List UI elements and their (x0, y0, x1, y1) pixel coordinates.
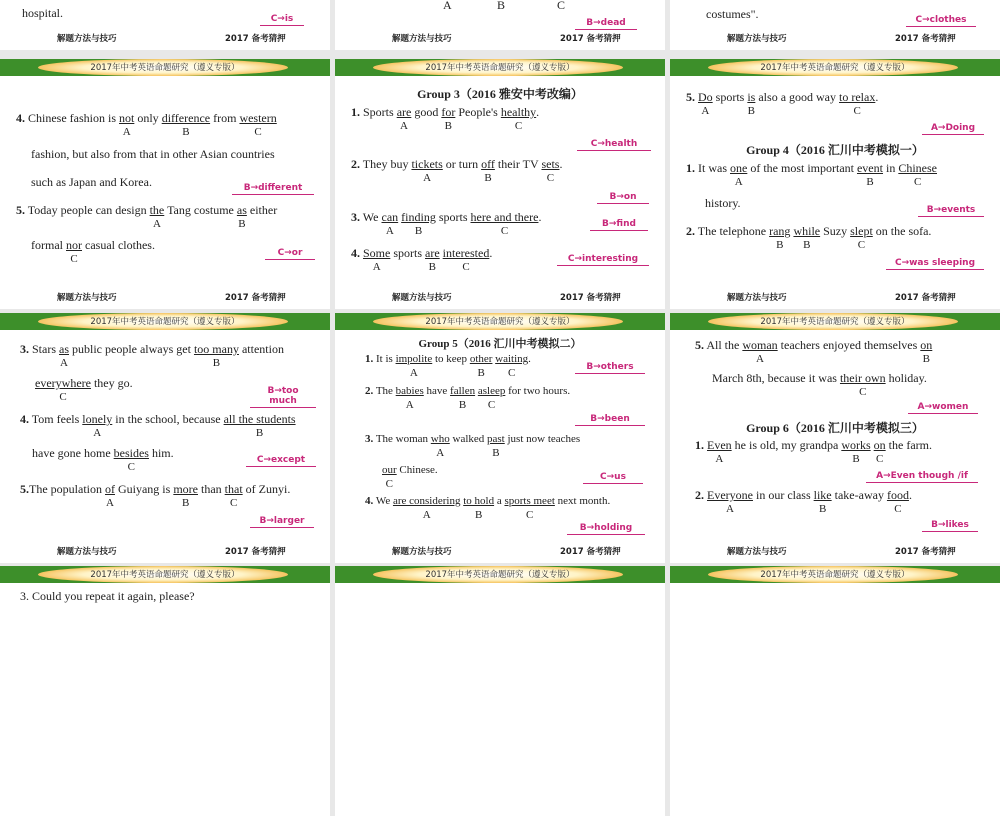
slide-header: 2017年中考英语命题研究（遵义专版） (335, 566, 665, 583)
question-4: 4. Tom feels lonely A in the school, because all the students B (20, 412, 296, 439)
slide-header: 2017年中考英语命题研究（遵义专版） (670, 313, 1000, 330)
question-4-line3: such as Japan and Korea. (31, 175, 152, 189)
slide-2 (335, 59, 665, 309)
answer-label: B→been (575, 414, 645, 426)
answer-label: B→find (590, 219, 648, 231)
answer-label: C→clothes (906, 15, 976, 27)
question-5: 5. Today people can design the A Tang costume as B either (16, 203, 278, 230)
letter-a: A (443, 0, 452, 12)
slide-top-left (0, 0, 330, 50)
question-5: 5. All the woman A teachers enjoyed themselves on B (695, 338, 933, 365)
answer-label: C→is (260, 14, 304, 26)
question-1: 1. It was one A of the most important event B in Chinese C (686, 161, 937, 188)
question-1: 1. Sports are A good for B People's healthy C . (351, 105, 540, 132)
slide-bottom-center (335, 566, 665, 816)
footer-right: 2017 备考猜押 (225, 547, 286, 557)
question-1-line2: history. (705, 196, 741, 210)
footer-left: 解题方法与技巧 (392, 547, 452, 557)
answer-label: A→Even though /if (866, 471, 978, 483)
question-3: 3. The woman who A walked past B just now teaches (365, 433, 581, 459)
footer-right: 2017 备考猜押 (225, 293, 286, 303)
slide-header: 2017年中考英语命题研究（遵义专版） (0, 59, 330, 76)
question-5: 5. Do A sports is B also a good way to relax C . (686, 90, 879, 117)
footer-right: 2017 备考猜押 (895, 293, 956, 303)
slide-header: 2017年中考英语命题研究（遵义专版） (335, 313, 665, 330)
group-title: Group 6（2016 汇川中考模拟三） (746, 421, 924, 435)
question-3: 3. Stars as A public people always get too many B attention (20, 342, 284, 369)
answer-label: C→or (265, 248, 315, 260)
slide-5 (335, 313, 665, 563)
letter-c: C (557, 0, 566, 12)
answer-label: B→likes (922, 520, 978, 532)
slide-6 (670, 313, 1000, 563)
answer-label: A→Doing (922, 123, 984, 135)
footer-left: 解题方法与技巧 (727, 34, 787, 44)
question-4: 4. We are considering A to hold B a sports meet C next month. (365, 495, 611, 521)
slide-header: 2017年中考英语命题研究（遵义专版） (335, 59, 665, 76)
question-2: 2. Everyone A in our class like B take-away food C . (695, 488, 912, 515)
letter-b: B (497, 0, 506, 12)
footer-right: 2017 备考猜押 (895, 547, 956, 557)
group-title: Group 3（2016 雅安中考改编） (417, 87, 583, 101)
slide-header: 2017年中考英语命题研究（遵义专版） (670, 566, 1000, 583)
footer-right: 2017 备考猜押 (895, 34, 956, 44)
slide-top-right (670, 0, 1000, 50)
answer-label: B→on (597, 192, 649, 204)
answer-label: C→us (583, 472, 643, 484)
footer-left: 解题方法与技巧 (57, 34, 117, 44)
question-4: 4. Chinese fashion is not A only difference B from western C (16, 111, 277, 138)
question-2: 2. The babies A have fallen B asleep C for two hours. (365, 385, 571, 411)
footer-left: 解题方法与技巧 (727, 547, 787, 557)
answer-label: B→larger (250, 516, 314, 528)
question-5: 5.The population of A Guiyang is more B than that C of Zunyi. (20, 482, 291, 509)
slide-header: 2017年中考英语命题研究（遵义专版） (670, 59, 1000, 76)
slide-bottom-right (670, 566, 1000, 816)
question-2: 2. The telephone rang B while B Suzy slept C on the sofa. (686, 224, 932, 251)
slide-top-center (335, 0, 665, 50)
question-5-line2: formal nor C casual clothes. (31, 238, 155, 265)
answer-label: C→health (577, 139, 651, 151)
question-4-line2: fashion, but also from that in other Asian countries (31, 147, 275, 161)
footer-left: 解题方法与技巧 (727, 293, 787, 303)
footer-left: 解题方法与技巧 (57, 293, 117, 303)
answer-label: C→was sleeping (886, 258, 984, 270)
text-line: costumes". (706, 7, 759, 21)
answer-label: B→dead (575, 18, 637, 30)
slide-header: 2017年中考英语命题研究（遵义专版） (0, 566, 330, 583)
footer-right: 2017 备考猜押 (225, 34, 286, 44)
answer-label: B→others (575, 362, 645, 374)
footer-left: 解题方法与技巧 (392, 293, 452, 303)
answer-label: B→too much (250, 386, 316, 408)
answer-label: B→events (918, 205, 984, 217)
question-1: 1. Even A he is old, my grandpa works B on C the farm. (695, 438, 932, 465)
group-title: Group 4（2016 汇川中考模拟一） (746, 143, 924, 157)
slide-3 (670, 59, 1000, 309)
answer-label: C→interesting (557, 254, 649, 266)
question-1: 1. It is impolite A to keep other B waiting C . (365, 353, 531, 379)
question-3: 3. Could you repeat it again, please? (20, 589, 195, 603)
group-title: Group 5（2016 汇川中考模拟二） (418, 338, 582, 350)
answer-label: B→holding (567, 523, 645, 535)
slide-bottom-left (0, 566, 330, 816)
question-5-line2: March 8th, because it was their own C holiday. (712, 371, 927, 398)
question-4-line2: have gone home besides C him. (32, 446, 174, 473)
question-3-line2: everywhere C they go. (35, 376, 133, 403)
answer-label: B→different (232, 183, 314, 195)
slide-4 (0, 313, 330, 563)
footer-right: 2017 备考猜押 (560, 293, 621, 303)
footer-left: 解题方法与技巧 (57, 547, 117, 557)
question-3: 3. We can A finding B sports here and there C . (351, 210, 542, 237)
slide-1 (0, 59, 330, 309)
slide-header: 2017年中考英语命题研究（遵义专版） (0, 313, 330, 330)
question-2: 2. They buy tickets A or turn off B their TV sets C . (351, 157, 563, 184)
answer-label: C→except (246, 455, 316, 467)
footer-left: 解题方法与技巧 (392, 34, 452, 44)
question-4: 4. Some A sports are B interested C . (351, 246, 493, 273)
footer-right: 2017 备考猜押 (560, 547, 621, 557)
text-line: hospital. (22, 6, 63, 20)
question-3-line2: our C Chinese. (382, 464, 438, 490)
answer-label: A→women (908, 402, 978, 414)
footer-right: 2017 备考猜押 (560, 34, 621, 44)
